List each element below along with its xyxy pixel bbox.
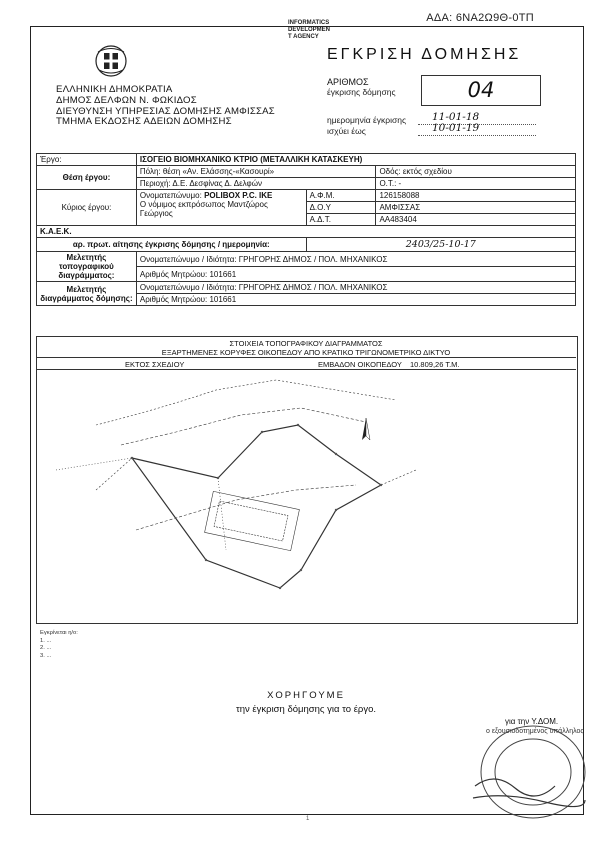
neighbor-boundary-line [96,380,396,425]
building-line [218,478,226,550]
surveyor-name: Ονοματεπώνυμο / Ιδιότητα: ΓΡΗΓΟΡΗΣ ΔΗΜΟΣ / ΠΟΛ. ΜΗΧΑΝΙΚΟΣ [136,252,575,267]
table-row: Α.Δ.Τ. ΑΑ483404 [37,214,576,226]
diagram-divider [36,357,576,358]
owner-label: Κύριος έργου: [37,190,137,226]
surveyor-registry: Αριθμός Μητρώου: 101661 [136,267,575,282]
plot-area-label: ΕΜΒΑΔΟΝ ΟΙΚΟΠΕΔΟΥ [318,360,402,369]
approval-number: 04 [421,75,541,106]
building-footprint [205,491,300,550]
plot-area-value: 10.809,26 Τ.Μ. [410,360,460,369]
grant-text: την έγκριση δόμησης για το έργο. [236,704,376,715]
official-stamp-icon [455,716,590,826]
surveyor-label: Μελετητής τοπογραφικού διαγράμματος: [37,252,137,282]
table-row [37,226,576,238]
owner-doy: ΑΜΦΙΣΣΑΣ [376,202,576,214]
vertex-markers [131,424,382,589]
designer-registry: Αριθμός Μητρώου: 101661 [136,294,575,306]
building-inner [214,501,288,541]
work-label: Έργο: [37,154,137,166]
issue-date-label: ημερομηνία έγκρισης [327,115,407,125]
grant-heading: ΧΟΡΗΓΟΥΜΕ [267,690,345,701]
location-label: Θέση έργου: [37,166,137,190]
greek-emblem-icon [93,43,129,79]
designer-label: Μελετητής διαγράμματος δόμησης: [37,282,137,306]
valid-until-label: ισχύει έως [327,126,366,136]
location-street: Οδός: εκτός σχεδίου [376,166,576,178]
table-row: Δ.Ο.Υ ΑΜΦΙΣΣΑΣ [37,202,576,214]
informatics-stamp: INFORMATICS DEVELOPMEN T AGENCY [288,20,331,40]
location-area: Περιοχή: Δ.Ε. Δεσφίνας Δ. Δελφών [136,178,376,190]
owner-name: POLIBOX P.C. IKE [204,191,273,200]
table-row [37,238,576,252]
plot-drawing [36,370,576,620]
conditions-notes: Εγκρίνεται η/ο: 1. ... 2. ... 3. ... [40,630,78,659]
road-line [121,408,366,445]
location-block: Ο.Τ.: - [376,178,576,190]
issuing-authority: ΕΛΛΗΝΙΚΗ ΔΗΜΟΚΡΑΤΙΑ ΔΗΜΟΣ ΔΕΛΦΩΝ Ν. ΦΩΚΙΔΟΣ ΔΙΕΥΘΥΝΣΗ ΥΠΗΡΕΣΙΑΣ ΔΟΜΗΣΗΣ ΑΜΦΙΣΣΑΣ ΤΜΗΜΑ ΕΚΔΟΣΗΣ ΑΔΕΙΩΝ ΔΟΜΗΣΗΣ [56,84,275,128]
ada-code: ΑΔΑ: 6ΝΑ2Ω9Θ-0ΤΠ [426,12,534,24]
diagram-titles: ΣΤΟΙΧΕΙΑ ΤΟΠΟΓΡΑΦΙΚΟΥ ΔΙΑΓΡΑΜΜΑΤΟΣ ΕΞΑΡΤΗΜΕΝΕΣ ΚΟΡΥΦΕΣ ΟΙΚΟΠΕΔΟΥ ΑΠΟ ΚΡΑΤΙΚΟ ΤΡΙΓΩΝΟΜΕΤΡΙΚΟ ΔΙΚΤΥΟ [161,339,451,357]
kaek-label: Κ.Α.Ε.Κ. [37,226,576,238]
table-row [37,166,576,178]
page-number: 1 [306,816,310,822]
designer-name: Ονοματεπώνυμο / Ιδιότητα: ΓΡΗΓΟΡΗΣ ΔΗΜΟΣ / ΠΟΛ. ΜΗΧΑΝΙΚΟΣ [136,282,575,294]
owner-adt: ΑΑ483404 [376,214,576,226]
valid-until-line [418,135,536,136]
valid-until-date: 10-01-19 [432,122,480,134]
table-row: Κύριος έργου: Ονοματεπώνυμο: POLIBOX P.C. IKE Ο νόμιμος εκπρόσωπος Μαντζώρος Γεώργιος Α.Φ.Μ. 126158088 [37,190,576,202]
signature-authority: για την Υ.ΔΟΜ. [505,717,559,726]
protocol-label: αρ. πρωτ. αίτησης έγκρισης δόμησης / ημερομηνία: [37,238,307,252]
project-details-table [36,153,576,306]
plot-boundary [132,425,381,588]
document-title: ΕΓΚΡΙΣΗ ΔΟΜΗΣΗΣ [327,46,522,63]
outside-plan-label: ΕΚΤΟΣ ΣΧΕΔΙΟΥ [125,360,185,369]
number-label: ΑΡΙΘΜΟΣ έγκρισης δόμησης [327,77,396,97]
road-line-lower [136,485,356,530]
location-city: Πόλη: θέση «Αν. Ελάσσης-«Κασουρί» [136,166,376,178]
table-row [37,252,576,267]
table-row [37,282,576,294]
east-line [381,470,416,485]
issue-date: 11-01-18 [432,111,480,123]
table-row [37,154,576,166]
protocol-value: 2403/25-10-17 [306,238,575,252]
signature-role: ο εξουσιοδοτημένος υπάλληλος [486,728,584,735]
owner-afm: 126158088 [376,190,576,202]
owner-cell: Ονοματεπώνυμο: POLIBOX P.C. IKE Ο νόμιμος εκπρόσωπος Μαντζώρος Γεώργιος [136,190,306,226]
owner-representative: Ο νόμιμος εκπρόσωπος Μαντζώρος Γεώργιος [139,200,268,218]
work-value: ΙΣΟΓΕΙΟ ΒΙΟΜΗΧΑΝΙΚΟ ΚΤΡΙΟ (ΜΕΤΑΛΛΙΚΗ ΚΑΤΑΣΚΕΥΗ) [136,154,575,166]
